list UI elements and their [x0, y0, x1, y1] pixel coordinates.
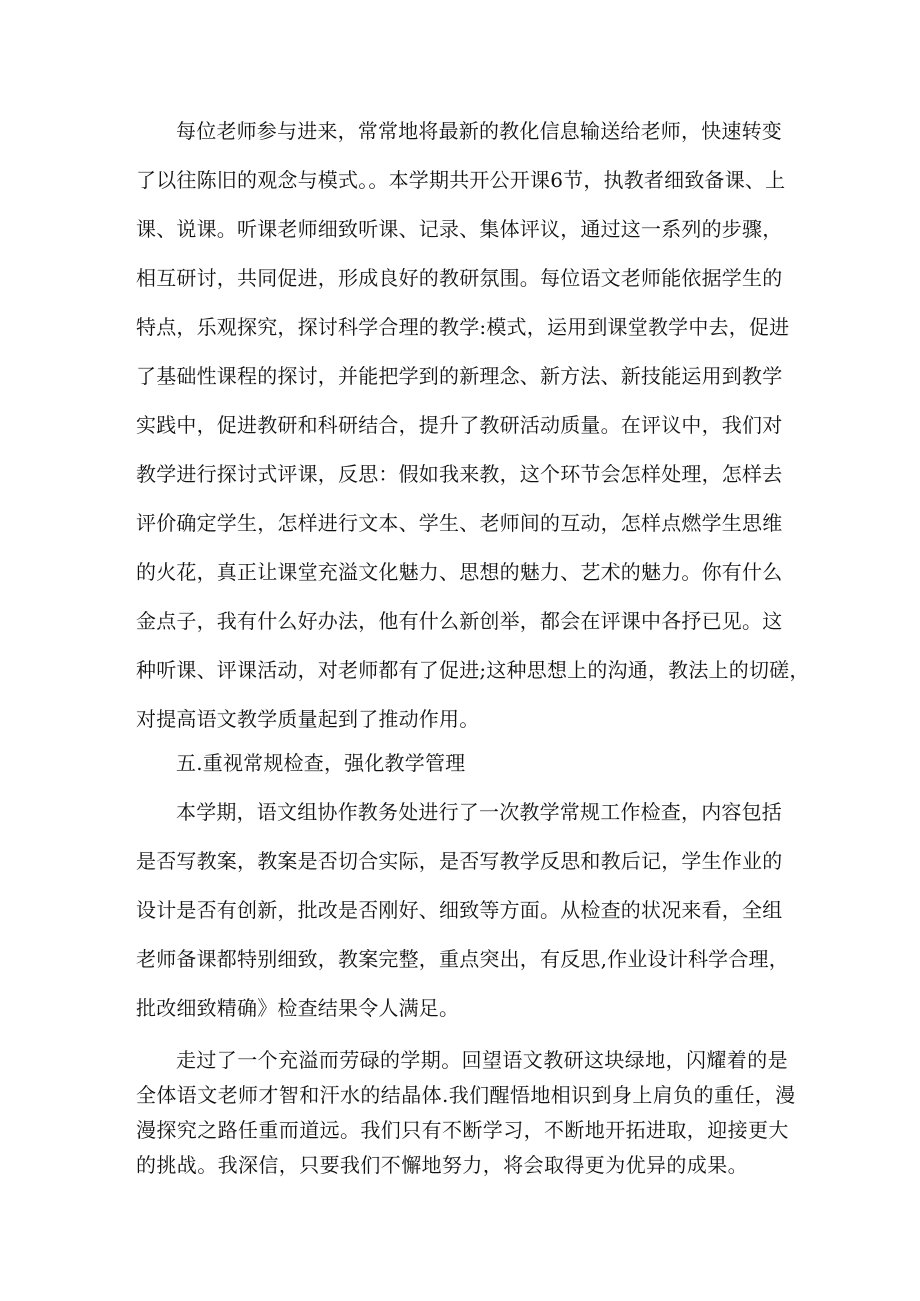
paragraph-1-line-2: 了以往陈旧的观念与模式。。本学期共开公开课6节，执教者细致备课、上	[136, 168, 786, 192]
paragraph-2-line-5: 批改细致精确》检查结果令人满足。	[136, 996, 460, 1020]
paragraph-1-line-6: 了基础性课程的探讨，并能把学到的新理念、新方法、新技能运用到教学	[136, 364, 783, 388]
paragraph-3-line-2: 全体语文老师才智和汗水的结晶体.我们醒悟地相识到身上肩负的重任，漫	[136, 1083, 796, 1107]
paragraph-1-line-5: 特点，乐观探究，探讨科学合理的教学:模式，运用到课堂教学中去，促进	[136, 315, 790, 339]
paragraph-2-line-2: 是否写教案，教案是否切合实际，是否写教学反思和教后记，学生作业的	[136, 849, 783, 873]
paragraph-1-line-12: 种听课、评课活动，对老师都有了促进;这种思想上的沟通，教法上的切磋，	[136, 658, 810, 682]
paragraph-1-line-4: 相互研讨，共同促进，形成良好的教研氛围。每位语文老师能依据学生的	[136, 266, 783, 290]
paragraph-3-line-3: 漫探究之路任重而道远。我们只有不断学习，不断地开拓进取，迎接更大	[136, 1118, 789, 1142]
paragraph-1-line-11: 金点子，我有什么好办法，他有什么新创举，都会在评课中各抒已见。这	[136, 609, 783, 633]
paragraph-3-line-4: 的挑战。我深信，只要我们不懈地努力，将会取得更为优异的成果。	[136, 1153, 748, 1177]
paragraph-1-line-1: 每位老师参与进来，常常地将最新的教化信息输送给老师，快速转变	[176, 119, 782, 143]
paragraph-1-line-10: 的火花，真正让课堂充溢文化魅力、思想的魅力、艺术的魅力。你有什么	[136, 560, 783, 584]
paragraph-2-line-3: 设计是否有创新，批改是否刚好、细致等方面。从检查的状况来看，全组	[136, 898, 783, 922]
paragraph-2-line-4: 老师备课都特别细致，教案完整，重点突出，有反思,作业设计科学合理，	[136, 947, 789, 971]
paragraph-1-line-7: 实践中，促进教研和科研结合，提升了教研活动质量。在评议中，我们对	[136, 413, 783, 437]
paragraph-3-line-1: 走过了一个充溢而劳碌的学期。回望语文教研这块绿地，闪耀着的是	[176, 1048, 788, 1072]
paragraph-1-line-3: 课、说课。听课老师细致听课、记录、集体评议，通过这一系列的步骤，	[136, 217, 783, 241]
section-heading-5: 五.重视常规检查，强化教学管理	[176, 751, 466, 775]
paragraph-1-line-8: 教学进行探讨式评课，反思：假如我来教，这个环节会怎样处理，怎样去	[136, 462, 783, 486]
paragraph-1-line-13: 对提高语文教学质量起到了推动作用。	[136, 707, 480, 731]
paragraph-1-line-9: 评价确定学生，怎样进行文本、学生、老师间的互动，怎样点燃学生思维	[136, 511, 783, 535]
paragraph-2-line-1: 本学期，语文组协作教务处进行了一次教学常规工作检查，内容包括	[176, 800, 782, 824]
